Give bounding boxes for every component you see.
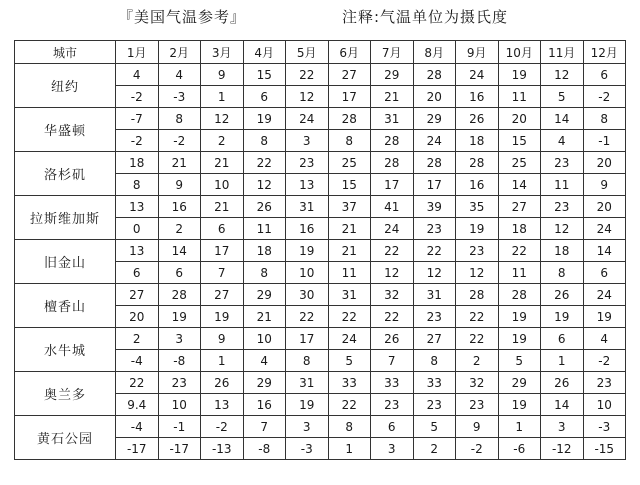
high-temp-cell: 19 [498, 64, 541, 86]
low-temp-cell: 16 [286, 218, 329, 240]
city-name-cell: 拉斯维加斯 [15, 196, 116, 240]
high-temp-cell: 6 [541, 328, 584, 350]
low-temp-cell: 17 [371, 174, 414, 196]
high-temp-cell: 14 [541, 108, 584, 130]
high-temp-cell: 25 [498, 152, 541, 174]
low-temp-cell: 18 [498, 218, 541, 240]
high-temp-cell: 29 [243, 372, 286, 394]
high-temp-cell: -2 [201, 416, 244, 438]
high-temp-cell: 23 [541, 152, 584, 174]
table-row [15, 328, 626, 350]
low-temp-cell: 1 [201, 86, 244, 108]
high-temp-cell: 24 [328, 328, 371, 350]
high-temp-cell: 13 [116, 240, 159, 262]
low-temp-cell: 2 [201, 130, 244, 152]
high-temp-cell: 27 [116, 284, 159, 306]
low-temp-cell: 10 [201, 174, 244, 196]
low-temp-cell: 1 [328, 438, 371, 460]
low-temp-cell: 12 [371, 262, 414, 284]
high-temp-cell: 24 [456, 64, 499, 86]
low-temp-cell: 21 [243, 306, 286, 328]
low-temp-cell: 6 [201, 218, 244, 240]
high-temp-cell: 32 [456, 372, 499, 394]
high-temp-cell: 18 [541, 240, 584, 262]
high-temp-cell: 6 [371, 416, 414, 438]
page-title: 『美国气温参考』 [118, 8, 247, 26]
high-temp-cell: 27 [413, 328, 456, 350]
low-temp-cell: 11 [498, 262, 541, 284]
low-temp-cell: 23 [413, 394, 456, 416]
high-temp-cell: 8 [158, 108, 201, 130]
table-row [15, 196, 626, 218]
high-temp-cell: 22 [116, 372, 159, 394]
high-temp-cell: 19 [243, 108, 286, 130]
low-temp-cell: 13 [286, 174, 329, 196]
high-temp-cell: 13 [116, 196, 159, 218]
low-temp-cell: -15 [583, 438, 626, 460]
low-temp-cell: 23 [413, 218, 456, 240]
unit-note: 注释:气温单位为摄氏度 [342, 8, 509, 26]
low-temp-cell: 0 [116, 218, 159, 240]
low-temp-cell: 3 [286, 130, 329, 152]
high-temp-cell: 22 [413, 240, 456, 262]
low-temp-cell: -8 [158, 350, 201, 372]
high-temp-cell: 33 [413, 372, 456, 394]
low-temp-cell: 15 [498, 130, 541, 152]
month-header: 10月 [498, 41, 541, 64]
low-temp-cell: 6 [158, 262, 201, 284]
low-temp-cell: -2 [116, 130, 159, 152]
high-temp-cell: 26 [201, 372, 244, 394]
high-temp-cell: 21 [201, 152, 244, 174]
low-temp-cell: 12 [286, 86, 329, 108]
high-temp-cell: -7 [116, 108, 159, 130]
low-temp-cell: 23 [371, 394, 414, 416]
month-header: 2月 [158, 41, 201, 64]
table-row [15, 64, 626, 86]
high-temp-cell: 26 [541, 284, 584, 306]
low-temp-cell: 19 [286, 394, 329, 416]
city-name-cell: 纽约 [15, 64, 116, 108]
high-temp-cell: 10 [243, 328, 286, 350]
low-temp-cell: 24 [371, 218, 414, 240]
low-temp-cell: 19 [583, 306, 626, 328]
high-temp-cell: 15 [243, 64, 286, 86]
month-header: 1月 [116, 41, 159, 64]
high-temp-cell: 20 [583, 196, 626, 218]
low-temp-cell: 22 [328, 394, 371, 416]
high-temp-cell: 31 [413, 284, 456, 306]
low-temp-cell: 8 [328, 130, 371, 152]
low-temp-cell: -17 [158, 438, 201, 460]
high-temp-cell: 26 [456, 108, 499, 130]
month-header: 3月 [201, 41, 244, 64]
low-temp-cell: 12 [413, 262, 456, 284]
low-temp-cell: 10 [286, 262, 329, 284]
low-temp-cell: 19 [201, 306, 244, 328]
city-name-cell: 奥兰多 [15, 372, 116, 416]
low-temp-cell: 21 [328, 218, 371, 240]
high-temp-cell: 25 [328, 152, 371, 174]
high-temp-cell: 29 [371, 64, 414, 86]
high-temp-cell: 30 [286, 284, 329, 306]
low-temp-cell: 15 [328, 174, 371, 196]
low-temp-cell: 9.4 [116, 394, 159, 416]
low-temp-cell: 16 [456, 174, 499, 196]
low-temp-cell: 10 [158, 394, 201, 416]
low-temp-cell: 4 [541, 130, 584, 152]
high-temp-cell: -3 [583, 416, 626, 438]
low-temp-cell: 9 [158, 174, 201, 196]
low-temp-cell: 2 [158, 218, 201, 240]
low-temp-cell: 3 [371, 438, 414, 460]
month-header: 12月 [583, 41, 626, 64]
table-body [15, 64, 626, 460]
high-temp-cell: 28 [498, 284, 541, 306]
low-temp-cell: 22 [371, 306, 414, 328]
low-temp-cell: -4 [116, 350, 159, 372]
high-temp-cell: 14 [158, 240, 201, 262]
low-temp-cell: -17 [116, 438, 159, 460]
low-temp-cell: 2 [413, 438, 456, 460]
high-temp-cell: 20 [583, 152, 626, 174]
high-temp-cell: 21 [201, 196, 244, 218]
low-temp-cell: 4 [243, 350, 286, 372]
high-temp-cell: 41 [371, 196, 414, 218]
table-row [15, 152, 626, 174]
high-temp-cell: 22 [286, 64, 329, 86]
low-temp-cell: 6 [583, 262, 626, 284]
high-temp-cell: 29 [498, 372, 541, 394]
high-temp-cell: 23 [583, 372, 626, 394]
month-header: 6月 [328, 41, 371, 64]
low-temp-cell: 8 [243, 130, 286, 152]
temperature-table [14, 40, 626, 460]
low-temp-cell: 13 [201, 394, 244, 416]
table-header [15, 41, 626, 64]
low-temp-cell: 24 [413, 130, 456, 152]
low-temp-cell: -3 [158, 86, 201, 108]
high-temp-cell: 33 [328, 372, 371, 394]
low-temp-cell: 19 [498, 394, 541, 416]
high-temp-cell: 22 [371, 240, 414, 262]
high-temp-cell: 28 [158, 284, 201, 306]
high-temp-cell: 28 [413, 152, 456, 174]
low-temp-cell: 17 [328, 86, 371, 108]
high-temp-cell: 4 [116, 64, 159, 86]
high-temp-cell: 35 [456, 196, 499, 218]
high-temp-cell: 31 [371, 108, 414, 130]
high-temp-cell: 26 [371, 328, 414, 350]
low-temp-cell: 8 [243, 262, 286, 284]
low-temp-cell: 5 [541, 86, 584, 108]
table-row [15, 372, 626, 394]
high-temp-cell: 24 [583, 284, 626, 306]
low-temp-cell: -2 [583, 350, 626, 372]
high-temp-cell: 9 [201, 328, 244, 350]
low-temp-cell: 11 [243, 218, 286, 240]
low-temp-cell: -2 [456, 438, 499, 460]
header-row [15, 41, 626, 64]
high-temp-cell: 20 [498, 108, 541, 130]
low-temp-cell: 17 [413, 174, 456, 196]
low-temp-cell: 12 [456, 262, 499, 284]
high-temp-cell: 3 [541, 416, 584, 438]
city-name-cell: 华盛顿 [15, 108, 116, 152]
low-temp-cell: 11 [541, 174, 584, 196]
high-temp-cell: 29 [243, 284, 286, 306]
table-row [15, 284, 626, 306]
high-temp-cell: -4 [116, 416, 159, 438]
high-temp-cell: 8 [583, 108, 626, 130]
high-temp-cell: 3 [158, 328, 201, 350]
low-temp-cell: 8 [413, 350, 456, 372]
low-temp-cell: 19 [498, 306, 541, 328]
low-temp-cell: 11 [498, 86, 541, 108]
low-temp-cell: 19 [158, 306, 201, 328]
high-temp-cell: 28 [371, 152, 414, 174]
low-temp-cell: 5 [498, 350, 541, 372]
low-temp-cell: 2 [456, 350, 499, 372]
month-header: 9月 [456, 41, 499, 64]
high-temp-cell: 17 [286, 328, 329, 350]
high-temp-cell: 27 [498, 196, 541, 218]
low-temp-cell: 8 [116, 174, 159, 196]
low-temp-cell: 23 [413, 306, 456, 328]
high-temp-cell: 31 [286, 196, 329, 218]
low-temp-cell: 7 [201, 262, 244, 284]
low-temp-cell: 28 [371, 130, 414, 152]
low-temp-cell: 14 [541, 394, 584, 416]
low-temp-cell: 16 [456, 86, 499, 108]
high-temp-cell: 22 [456, 328, 499, 350]
low-temp-cell: 11 [328, 262, 371, 284]
high-temp-cell: 27 [328, 64, 371, 86]
high-temp-cell: 6 [583, 64, 626, 86]
low-temp-cell: 14 [498, 174, 541, 196]
low-temp-cell: -1 [583, 130, 626, 152]
high-temp-cell: 21 [328, 240, 371, 262]
high-temp-cell: 26 [243, 196, 286, 218]
month-header: 5月 [286, 41, 329, 64]
month-header: 7月 [371, 41, 414, 64]
high-temp-cell: 22 [498, 240, 541, 262]
low-temp-cell: 16 [243, 394, 286, 416]
title-row [0, 6, 640, 30]
low-temp-cell: 20 [116, 306, 159, 328]
city-column-header: 城市 [15, 41, 116, 64]
month-header: 8月 [413, 41, 456, 64]
low-temp-cell: 18 [456, 130, 499, 152]
high-temp-cell: 2 [116, 328, 159, 350]
high-temp-cell: 32 [371, 284, 414, 306]
high-temp-cell: 28 [456, 152, 499, 174]
high-temp-cell: 23 [158, 372, 201, 394]
city-name-cell: 黄石公园 [15, 416, 116, 460]
low-temp-cell: 10 [583, 394, 626, 416]
high-temp-cell: 4 [158, 64, 201, 86]
low-temp-cell: -2 [158, 130, 201, 152]
high-temp-cell: 31 [328, 284, 371, 306]
high-temp-cell: 9 [456, 416, 499, 438]
city-name-cell: 檀香山 [15, 284, 116, 328]
low-temp-cell: 8 [286, 350, 329, 372]
high-temp-cell: 1 [498, 416, 541, 438]
low-temp-cell: 24 [583, 218, 626, 240]
low-temp-cell: 7 [371, 350, 414, 372]
high-temp-cell: 4 [583, 328, 626, 350]
low-temp-cell: 22 [286, 306, 329, 328]
high-temp-cell: 17 [201, 240, 244, 262]
month-header: 4月 [243, 41, 286, 64]
low-temp-cell: 5 [328, 350, 371, 372]
high-temp-cell: 14 [583, 240, 626, 262]
low-temp-cell: 6 [116, 262, 159, 284]
low-temp-cell: 12 [243, 174, 286, 196]
low-temp-cell: 22 [328, 306, 371, 328]
high-temp-cell: -1 [158, 416, 201, 438]
high-temp-cell: 26 [541, 372, 584, 394]
low-temp-cell: 12 [541, 218, 584, 240]
city-name-cell: 旧金山 [15, 240, 116, 284]
high-temp-cell: 7 [243, 416, 286, 438]
high-temp-cell: 31 [286, 372, 329, 394]
high-temp-cell: 8 [328, 416, 371, 438]
low-temp-cell: -13 [201, 438, 244, 460]
low-temp-cell: -6 [498, 438, 541, 460]
high-temp-cell: 9 [201, 64, 244, 86]
low-temp-cell: 22 [456, 306, 499, 328]
high-temp-cell: 37 [328, 196, 371, 218]
low-temp-cell: 6 [243, 86, 286, 108]
low-temp-cell: 21 [371, 86, 414, 108]
low-temp-cell: -3 [286, 438, 329, 460]
month-header: 11月 [541, 41, 584, 64]
high-temp-cell: 19 [498, 328, 541, 350]
high-temp-cell: 12 [541, 64, 584, 86]
high-temp-cell: 29 [413, 108, 456, 130]
low-temp-cell: -12 [541, 438, 584, 460]
high-temp-cell: 23 [541, 196, 584, 218]
low-temp-cell: 23 [456, 394, 499, 416]
low-temp-cell: 8 [541, 262, 584, 284]
high-temp-cell: 28 [456, 284, 499, 306]
high-temp-cell: 23 [286, 152, 329, 174]
low-temp-cell: 9 [583, 174, 626, 196]
low-temp-cell: 19 [541, 306, 584, 328]
high-temp-cell: 39 [413, 196, 456, 218]
city-name-cell: 洛杉矶 [15, 152, 116, 196]
high-temp-cell: 5 [413, 416, 456, 438]
table-row [15, 416, 626, 438]
high-temp-cell: 22 [243, 152, 286, 174]
high-temp-cell: 18 [116, 152, 159, 174]
high-temp-cell: 19 [286, 240, 329, 262]
high-temp-cell: 16 [158, 196, 201, 218]
table-row [15, 108, 626, 130]
low-temp-cell: 1 [541, 350, 584, 372]
high-temp-cell: 27 [201, 284, 244, 306]
high-temp-cell: 24 [286, 108, 329, 130]
city-name-cell: 水牛城 [15, 328, 116, 372]
low-temp-cell: 1 [201, 350, 244, 372]
low-temp-cell: -2 [583, 86, 626, 108]
low-temp-cell: 20 [413, 86, 456, 108]
high-temp-cell: 18 [243, 240, 286, 262]
high-temp-cell: 33 [371, 372, 414, 394]
high-temp-cell: 12 [201, 108, 244, 130]
high-temp-cell: 28 [328, 108, 371, 130]
table-row [15, 240, 626, 262]
low-temp-cell: -2 [116, 86, 159, 108]
high-temp-cell: 28 [413, 64, 456, 86]
high-temp-cell: 21 [158, 152, 201, 174]
low-temp-cell: 19 [456, 218, 499, 240]
high-temp-cell: 23 [456, 240, 499, 262]
low-temp-cell: -8 [243, 438, 286, 460]
high-temp-cell: 3 [286, 416, 329, 438]
